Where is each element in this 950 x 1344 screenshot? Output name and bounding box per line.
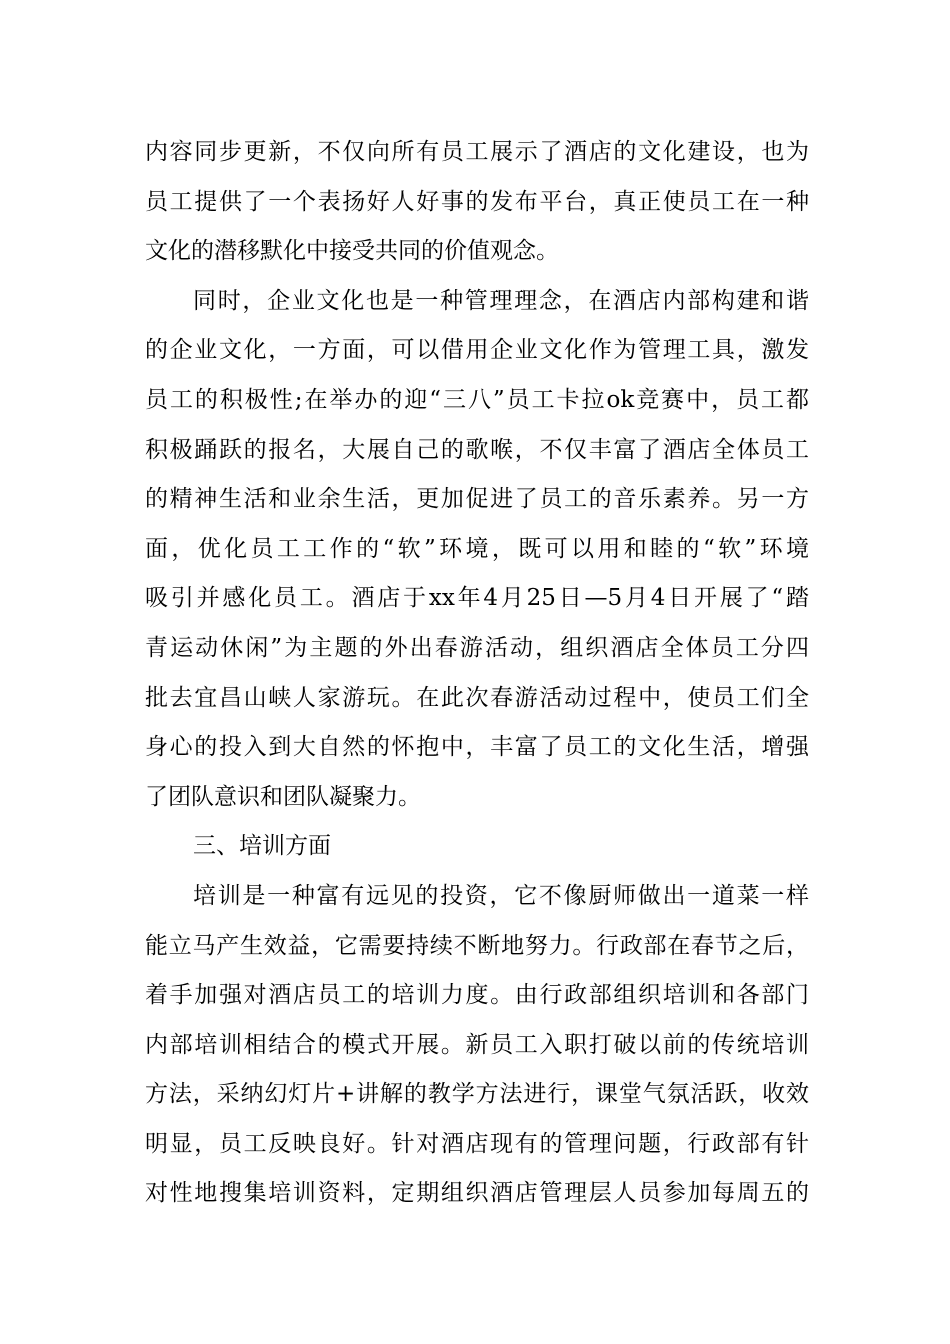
- text-line: 积极踊跃的报名，大展自己的歌喉，不仅丰富了酒店全体员工: [145, 436, 809, 463]
- text-line: 内部培训相结合的模式开展。新员工入职打破以前的传统培训: [145, 1031, 809, 1058]
- paragraph-training: [145, 872, 809, 1219]
- text-line: 方法，采纳幻灯片+讲解的教学方法进行，课堂气氛活跃，收效: [145, 1081, 809, 1108]
- text-line: 员工提供了一个表扬好人好事的发布平台，真正使员工在一种: [145, 188, 809, 215]
- text-line: 吸引并感化员工。酒店于xx年4月25日—5月4日开展了“踏: [145, 585, 809, 612]
- section-heading-training: [145, 822, 809, 872]
- text-line: 明显，员工反映良好。针对酒店现有的管理问题，行政部有针: [145, 1130, 809, 1157]
- paragraph-management-concept: [145, 277, 809, 823]
- text-line: 着手加强对酒店员工的培训力度。由行政部组织培训和各部门: [145, 982, 809, 1009]
- text-line: 内容同步更新，不仅向所有员工展示了酒店的文化建设，也为: [145, 139, 809, 165]
- text-line: 文化的潜移默化中接受共同的价值观念。: [145, 238, 559, 265]
- text-line: 同时，企业文化也是一种管理理念，在酒店内部构建和谐: [193, 287, 809, 314]
- text-line: 面，优化员工工作的“软”环境，既可以用和睦的“软”环境: [145, 535, 809, 562]
- text-line: 能立马产生效益，它需要持续不断地努力。行政部在春节之后，: [145, 932, 809, 959]
- paragraph-culture-platform: [145, 128, 809, 277]
- text-line: 了团队意识和团队凝聚力。: [145, 783, 421, 810]
- text-line: 的精神生活和业余生活，更加促进了员工的音乐素养。另一方: [145, 486, 809, 513]
- text-line: 培训是一种富有远见的投资，它不像厨师做出一道菜一样: [193, 882, 809, 909]
- text-line: 青运动休闲”为主题的外出春游活动，组织酒店全体员工分四: [145, 634, 809, 661]
- document-body: [145, 128, 809, 1219]
- text-line: 对性地搜集培训资料，定期组织酒店管理层人员参加每周五的: [145, 1180, 809, 1207]
- text-line: 批去宜昌山峡人家游玩。在此次春游活动过程中，使员工们全: [145, 684, 809, 711]
- text-line: 的企业文化，一方面，可以借用企业文化作为管理工具，激发: [145, 337, 809, 364]
- section-heading: 三、培训方面: [193, 833, 331, 860]
- text-line: 员工的积极性;在举办的迎“三八”员工卡拉ok竞赛中，员工都: [145, 386, 809, 413]
- text-line: 身心的投入到大自然的怀抱中，丰富了员工的文化生活，增强: [145, 734, 809, 761]
